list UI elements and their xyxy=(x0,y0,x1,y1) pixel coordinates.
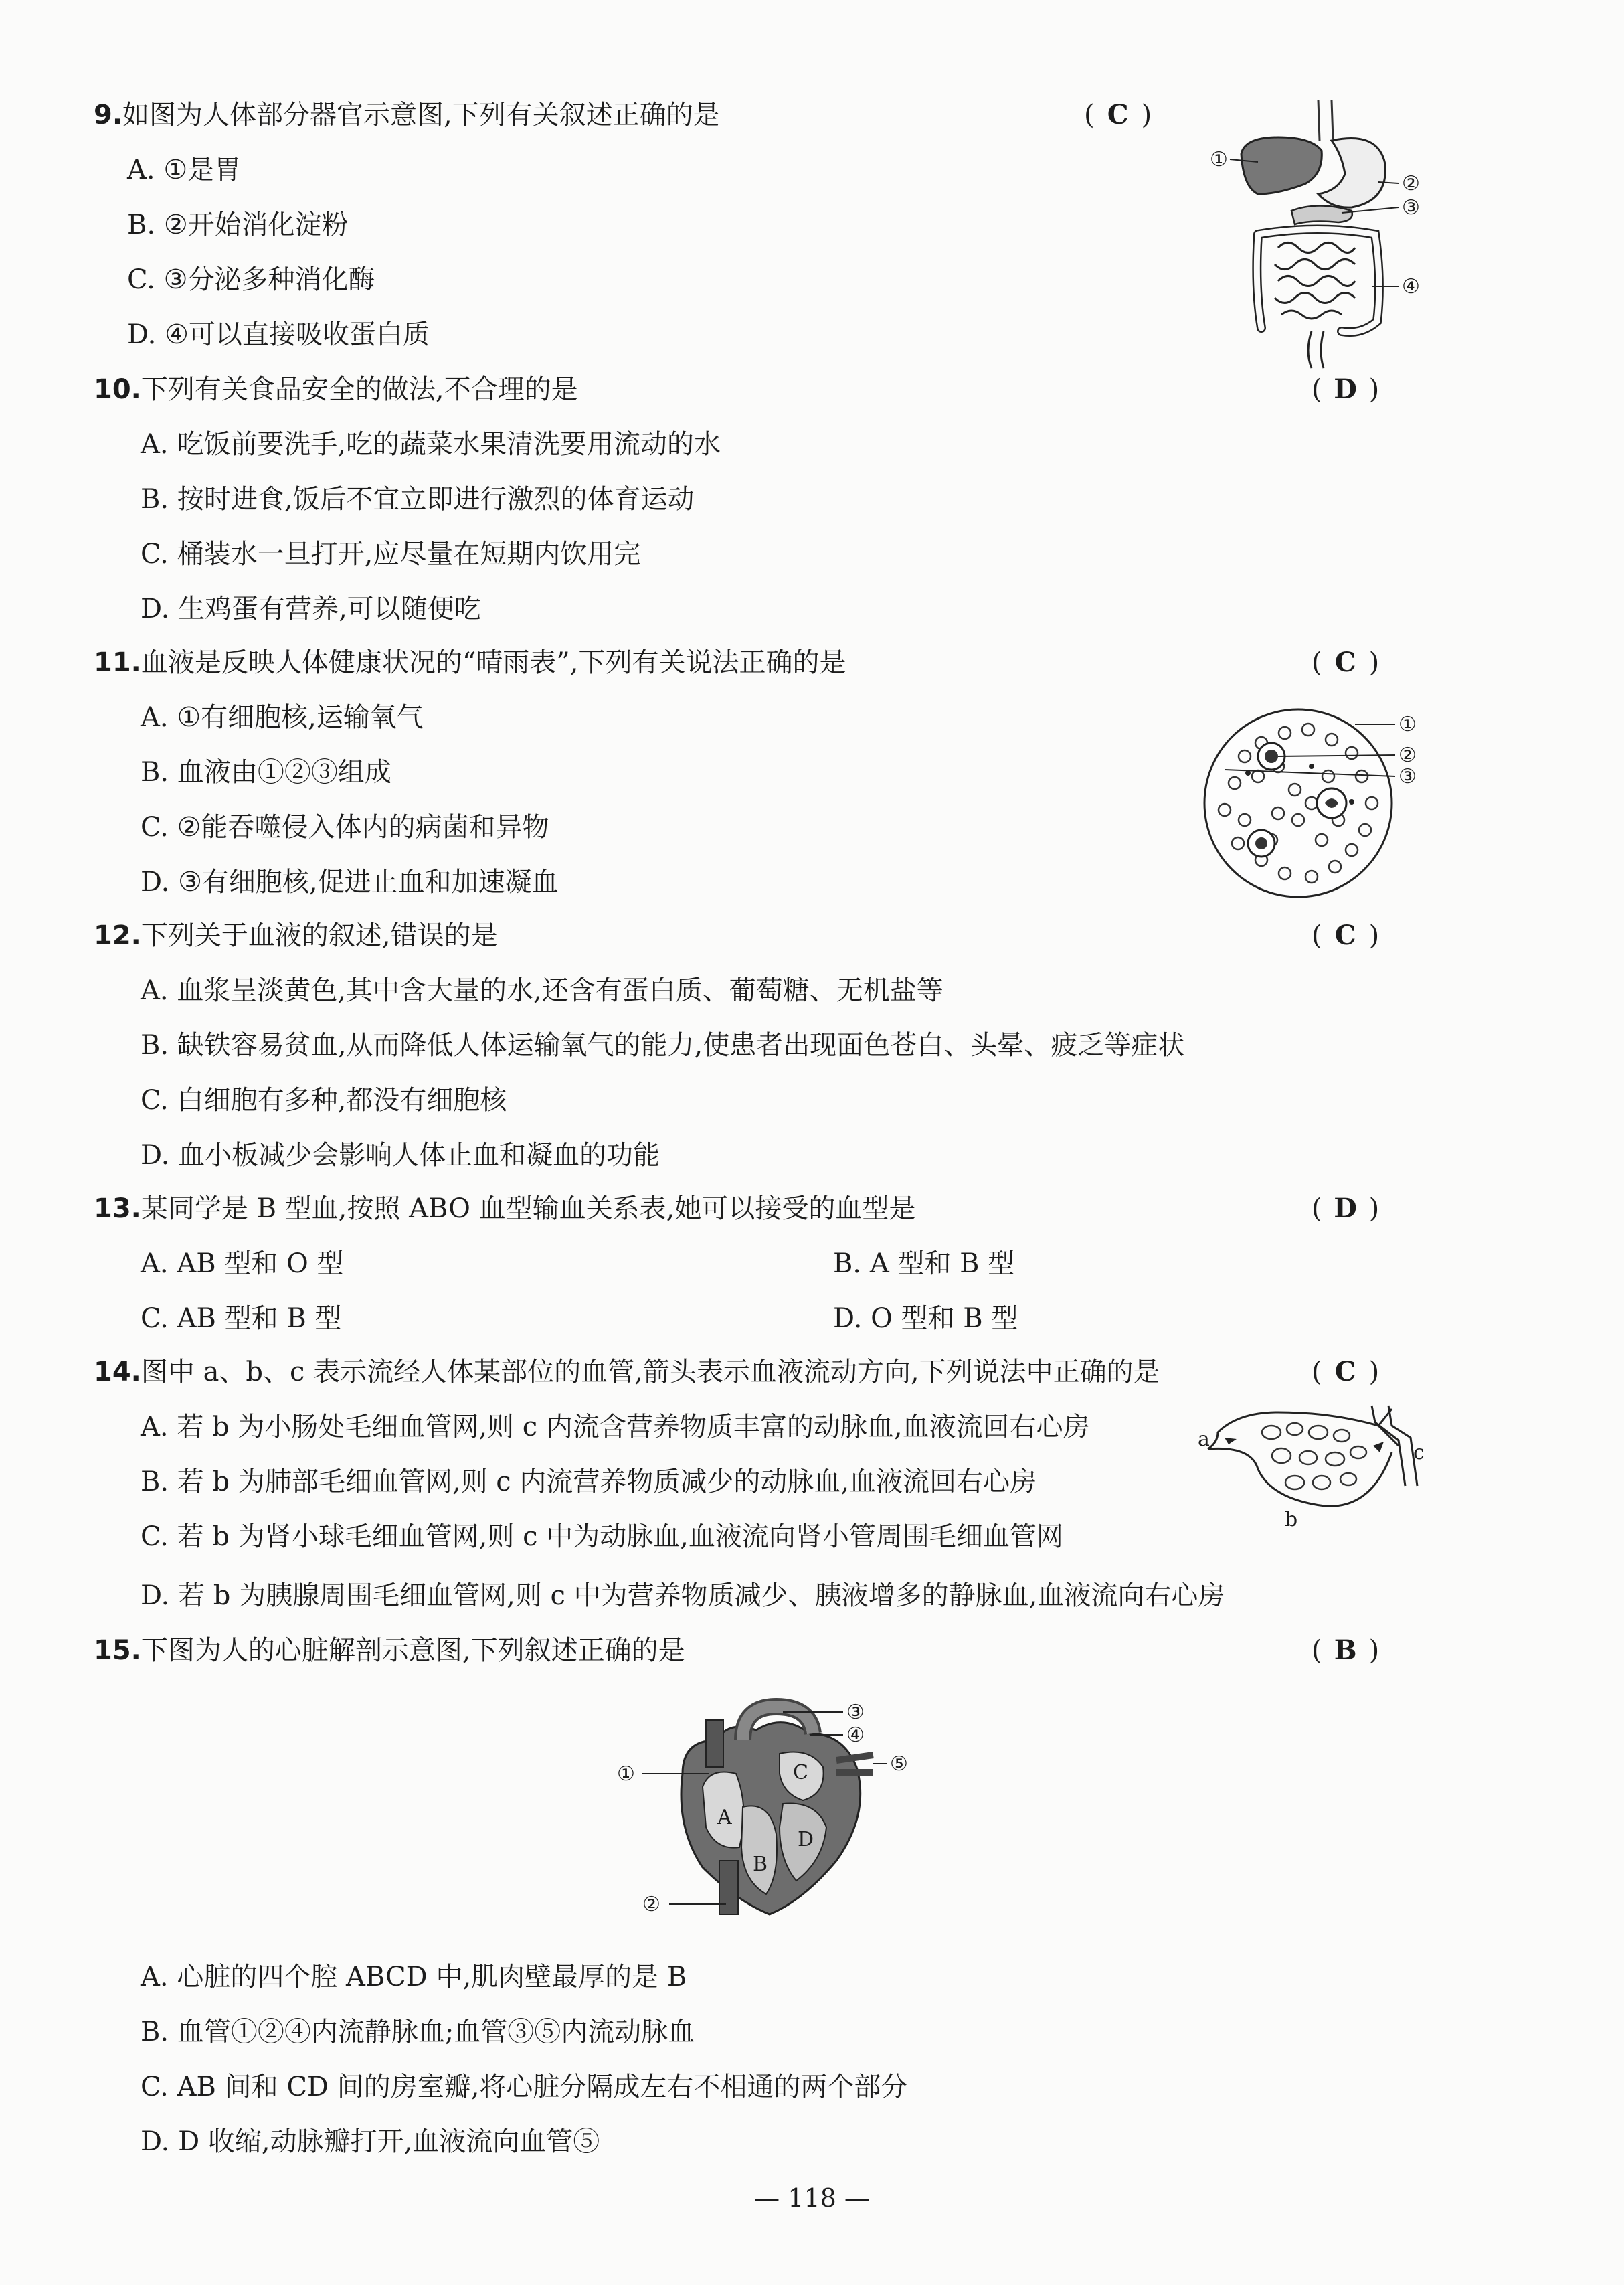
digestive-label-2: ② xyxy=(1402,172,1420,195)
question-11-stem: 11.血液是反映人体健康状况的“晴雨表”,下列有关说法正确的是 xyxy=(94,647,846,678)
question-15-stem: 15.下图为人的心脏解剖示意图,下列叙述正确的是 xyxy=(94,1635,685,1666)
heart-chamber-c: C xyxy=(793,1761,808,1784)
heart-chamber-a: A xyxy=(717,1806,732,1829)
heart-label-5: ⑤ xyxy=(890,1752,908,1776)
blood-label-2: ② xyxy=(1399,744,1417,767)
blood-label-1: ① xyxy=(1399,713,1417,736)
question-11-answer: ( C ) xyxy=(1312,647,1380,678)
heart-label-3: ③ xyxy=(846,1701,865,1724)
question-11-option-a: A. ①有细胞核,运输氧气 xyxy=(141,702,424,733)
heart-label-1: ① xyxy=(617,1762,635,1786)
blood-label-3: ③ xyxy=(1399,765,1417,788)
question-13-option-b: B. A 型和 B 型 xyxy=(833,1248,1015,1279)
digestive-label-1: ① xyxy=(1210,148,1228,171)
question-9-option-c: C. ③分泌多种消化酶 xyxy=(127,264,375,295)
question-14-option-d: D. 若 b 为胰腺周围毛细血管网,则 c 中为营养物质减少、胰液增多的静脉血,血液流向右心房 xyxy=(141,1580,1225,1611)
vessel-label-c: c xyxy=(1413,1441,1425,1464)
question-12-option-d: D. 血小板减少会影响人体止血和凝血的功能 xyxy=(141,1140,660,1171)
question-11-option-d: D. ③有细胞核,促进止血和加速凝血 xyxy=(141,867,559,898)
question-12-option-a: A. 血浆呈淡黄色,其中含大量的水,还含有蛋白质、葡萄糖、无机盐等 xyxy=(141,975,943,1006)
question-14-option-c: C. 若 b 为肾小球毛细血管网,则 c 中为动脉血,血液流向肾小管周围毛细血管网 xyxy=(141,1521,1063,1552)
blood-smear-figure xyxy=(1198,703,1465,904)
question-10-answer: ( D ) xyxy=(1312,373,1380,405)
question-10-option-a: A. 吃饭前要洗手,吃的蔬菜水果清洗要用流动的水 xyxy=(141,429,721,460)
question-10-option-b: B. 按时进食,饭后不宜立即进行激烈的体育运动 xyxy=(141,484,695,515)
heart-anatomy-figure xyxy=(617,1693,937,1934)
question-15-option-b: B. 血管①②④内流静脉血;血管③⑤内流动脉血 xyxy=(141,2017,695,2047)
question-9-stem: 9.如图为人体部分器官示意图,下列有关叙述正确的是 xyxy=(94,100,720,131)
digestive-label-3: ③ xyxy=(1402,196,1420,220)
question-14-option-a: A. 若 b 为小肠处毛细血管网,则 c 内流含营养物质丰富的动脉血,血液流回右心房 xyxy=(141,1412,1090,1442)
heart-chamber-d: D xyxy=(798,1828,814,1851)
heart-label-4: ④ xyxy=(846,1723,865,1747)
question-9-option-b: B. ②开始消化淀粉 xyxy=(127,209,349,240)
question-15-option-c: C. AB 间和 CD 间的房室瓣,将心脏分隔成左右不相通的两个部分 xyxy=(141,2071,908,2102)
question-12-option-c: C. 白细胞有多种,都没有细胞核 xyxy=(141,1085,507,1116)
question-13-option-d: D. O 型和 B 型 xyxy=(833,1303,1018,1334)
page-number: — 118 — xyxy=(754,2183,870,2213)
vessel-label-a: a xyxy=(1198,1428,1210,1451)
question-13-option-a: A. AB 型和 O 型 xyxy=(141,1248,344,1279)
question-14-answer: ( C ) xyxy=(1312,1356,1380,1387)
vessel-label-b: b xyxy=(1285,1508,1298,1531)
question-14-option-b: B. 若 b 为肺部毛细血管网,则 c 内流营养物质减少的动脉血,血液流回右心房 xyxy=(141,1466,1037,1497)
digestive-system-figure xyxy=(1204,100,1445,368)
question-13-answer: ( D ) xyxy=(1312,1193,1380,1224)
question-12-stem: 12.下列关于血液的叙述,错误的是 xyxy=(94,920,498,951)
question-12-answer: ( C ) xyxy=(1312,920,1380,951)
question-9-option-d: D. ④可以直接吸收蛋白质 xyxy=(127,319,430,350)
question-11-option-b: B. 血液由①②③组成 xyxy=(141,757,391,788)
heart-chamber-b: B xyxy=(753,1853,768,1876)
question-10-option-d: D. 生鸡蛋有营养,可以随便吃 xyxy=(141,594,481,624)
question-13-option-c: C. AB 型和 B 型 xyxy=(141,1303,342,1334)
capillary-network-figure xyxy=(1198,1399,1425,1533)
question-11-option-c: C. ②能吞噬侵入体内的病菌和异物 xyxy=(141,812,549,843)
question-14-stem: 14.图中 a、b、c 表示流经人体某部位的血管,箭头表示血液流动方向,下列说法中正确的是 xyxy=(94,1357,1160,1387)
question-12-option-b: B. 缺铁容易贫血,从而降低人体运输氧气的能力,使患者出现面色苍白、头晕、疲乏等症状 xyxy=(141,1030,1185,1061)
heart-label-2: ② xyxy=(642,1893,660,1916)
digestive-label-4: ④ xyxy=(1402,275,1420,299)
question-9-option-a: A. ①是胃 xyxy=(127,155,242,185)
question-15-option-a: A. 心脏的四个腔 ABCD 中,肌肉壁最厚的是 B xyxy=(141,1962,687,1993)
question-10-option-c: C. 桶装水一旦打开,应尽量在短期内饮用完 xyxy=(141,539,641,570)
question-13-stem: 13.某同学是 B 型血,按照 ABO 血型输血关系表,她可以接受的血型是 xyxy=(94,1193,916,1224)
question-15-answer: ( B ) xyxy=(1312,1634,1380,1666)
question-15-option-d: D. D 收缩,动脉瓣打开,血液流向血管⑤ xyxy=(141,2126,600,2157)
question-10-stem: 10.下列有关食品安全的做法,不合理的是 xyxy=(94,374,578,405)
question-9-answer: ( C ) xyxy=(1084,99,1152,131)
